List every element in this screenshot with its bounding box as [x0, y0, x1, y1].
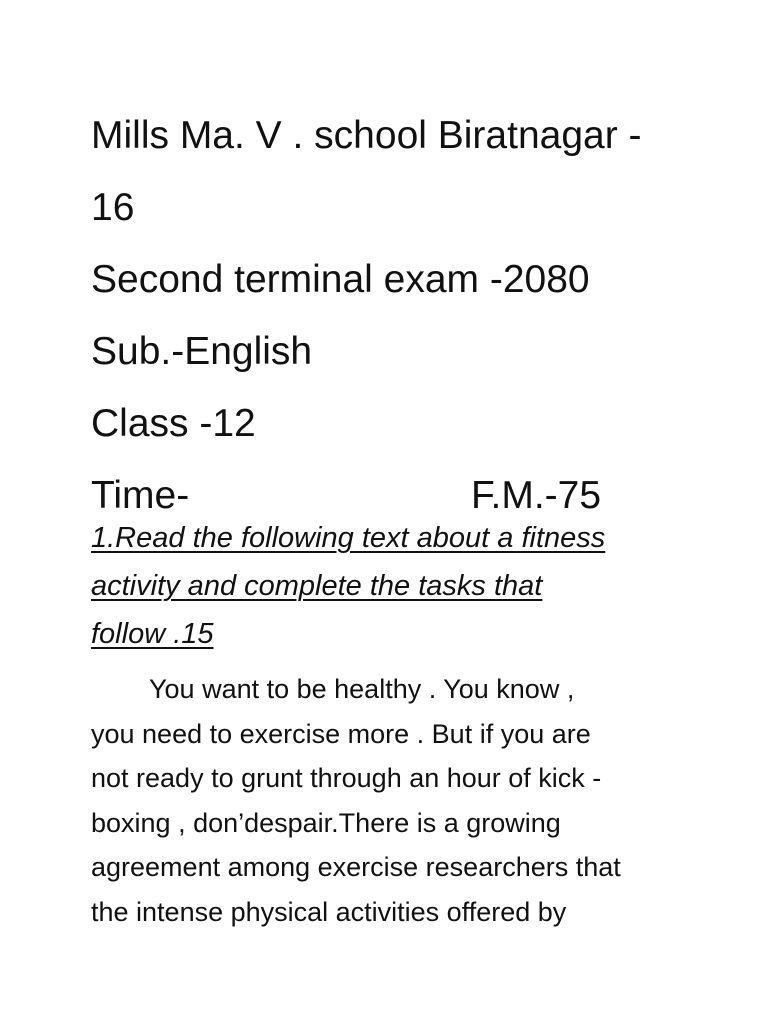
reading-passage: [91, 667, 691, 934]
passage-line: boxing , don’despair.There is a growing: [91, 807, 561, 838]
passage-line: not ready to grunt through an hour of kick -: [91, 763, 602, 793]
passage-line: You want to be healthy . You know ,: [149, 674, 575, 704]
school-name-line-2: 16: [91, 186, 135, 229]
exam-title: Second terminal exam -2080: [91, 258, 590, 301]
school-name-line-1: Mills Ma. V . school Biratnagar -: [91, 114, 642, 157]
question-line: 1.Read the following text about a fitness: [91, 522, 606, 554]
question-line: activity and complete the tasks that: [91, 570, 543, 602]
passage-line: agreement among exercise researchers that: [91, 852, 621, 882]
passage-line: you need to exercise more . But if you are: [91, 718, 591, 749]
question-1-instruction: [91, 514, 691, 658]
subject-line: Sub.-English: [91, 330, 313, 373]
question-line: follow .15: [91, 618, 214, 650]
full-marks-label: F.M.-75: [471, 474, 602, 517]
time-label: Time-: [91, 474, 190, 517]
exam-header: [91, 100, 691, 532]
passage-line: the intense physical activities offered by: [91, 896, 567, 927]
class-line: Class -12: [91, 402, 256, 445]
